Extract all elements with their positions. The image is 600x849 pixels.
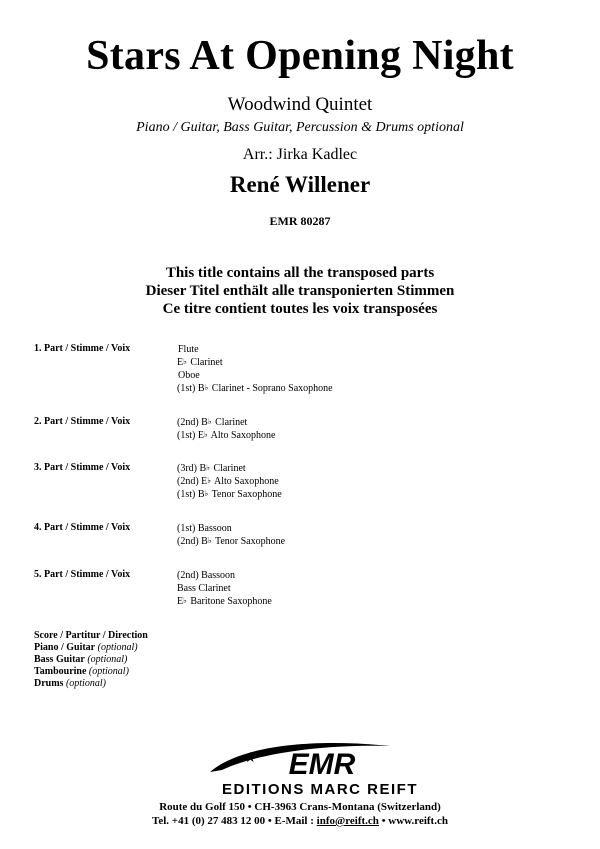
transposition-notice <box>0 264 600 318</box>
instrument-line <box>177 356 333 369</box>
notice-english: This title contains all the transposed parts <box>165 265 435 281</box>
flat-sign: ♭ <box>204 489 209 498</box>
extra-part-label: Drums <box>34 678 64 689</box>
logo-letters: EMR <box>288 748 356 781</box>
part-instruments <box>177 569 272 608</box>
flat-sign: ♭ <box>207 417 212 426</box>
instrument-name: Tenor Saxophone <box>212 536 286 547</box>
part-instruments <box>177 522 285 548</box>
instrument-line <box>177 343 333 356</box>
extra-part-line <box>34 630 148 642</box>
flat-sign: ♭ <box>183 357 187 366</box>
optional-note: (optional) <box>97 642 138 653</box>
instrument-line <box>177 569 272 582</box>
instrument-name: Clarinet <box>210 463 246 474</box>
extra-part-line <box>34 642 148 654</box>
notice-french: Ce titre contient toutes les voix transposées <box>162 301 438 317</box>
instrument-line <box>177 522 285 535</box>
extras-list <box>34 630 148 690</box>
instrument-line <box>177 416 275 429</box>
instrument-prefix: (1st) B <box>177 489 205 500</box>
logo-star-mark: ★ <box>244 750 257 766</box>
instrument-name: Clarinet <box>187 357 223 368</box>
part-label: 5. Part / Stimme / Voix <box>34 569 131 580</box>
optional-note: (optional) <box>88 666 129 677</box>
extra-part-label: Bass Guitar <box>34 654 85 665</box>
part-instruments <box>177 343 333 395</box>
instrument-name: Flute <box>178 344 199 355</box>
extra-part-label: Tambourine <box>34 666 87 677</box>
publisher-contact <box>0 815 600 827</box>
instrument-prefix: (1st) B <box>177 383 205 394</box>
part-instruments <box>177 462 282 501</box>
instrument-prefix: (1st) E <box>177 430 204 441</box>
part-label: 4. Part / Stimme / Voix <box>34 522 131 533</box>
instrument-prefix: (1st) Bassoon <box>177 523 232 534</box>
flat-sign: ♭ <box>183 596 187 605</box>
flat-sign: ♭ <box>206 463 210 472</box>
instrument-prefix: (2nd) Bassoon <box>177 570 236 581</box>
catalog-number: EMR 80287 <box>269 214 331 228</box>
instrument-prefix: E <box>177 357 184 368</box>
instrument-name: Alto Saxophone <box>208 430 276 441</box>
instrument-prefix: (2nd) B <box>177 536 208 547</box>
instrument-name: Baritone Saxophone <box>187 596 272 607</box>
email-link[interactable]: info@reift.ch <box>316 815 379 827</box>
instrument-prefix: (3rd) B <box>177 463 207 474</box>
optional-instrumentation: Piano / Guitar, Bass Guitar, Percussion & Drums optional <box>136 120 464 135</box>
composer: René Willener <box>229 172 371 197</box>
emr-logo <box>200 736 440 798</box>
instrument-line <box>177 462 282 475</box>
extra-part-line <box>34 654 148 666</box>
publisher-address: Route du Golf 150 • CH-3963 Crans-Montana (Switzerland) <box>159 801 441 813</box>
instrument-line <box>177 595 272 608</box>
part-label: 2. Part / Stimme / Voix <box>34 416 131 427</box>
flat-sign: ♭ <box>207 476 212 485</box>
flat-sign: ♭ <box>204 383 209 392</box>
part-label: 3. Part / Stimme / Voix <box>34 462 131 473</box>
flat-sign: ♭ <box>207 536 212 545</box>
arranger: Arr.: Jirka Kadlec <box>242 146 358 163</box>
instrument-prefix: (2nd) B <box>177 417 208 428</box>
score-title: Stars At Opening Night <box>86 33 514 79</box>
extra-part-label: Piano / Guitar <box>34 642 96 653</box>
instrument-name: Tenor Saxophone <box>209 489 282 500</box>
extra-part-label: Score / Partitur / Direction <box>34 630 148 641</box>
instrument-prefix: E <box>177 596 184 607</box>
instrument-name: Clarinet - Soprano Saxophone <box>209 383 333 394</box>
extra-part-line <box>34 666 148 678</box>
contact-phone: Tel. +41 (0) 27 483 12 00 • E-Mail : <box>152 815 317 827</box>
instrument-line <box>177 382 333 395</box>
instrument-line <box>177 369 333 382</box>
instrument-line <box>177 488 282 501</box>
contact-website: • www.reift.ch <box>378 815 448 827</box>
ensemble-subtitle: Woodwind Quintet <box>227 94 373 115</box>
flat-sign: ♭ <box>203 430 208 439</box>
instrument-line <box>177 475 282 488</box>
instrument-name: Alto Saxophone <box>212 476 279 487</box>
extra-part-line <box>34 678 148 690</box>
logo-publisher-name: EDITIONS MARC REIFT <box>222 781 418 798</box>
part-instruments <box>177 416 275 442</box>
instrument-line <box>177 582 272 595</box>
instrument-prefix: (2nd) E <box>177 476 208 487</box>
notice-german: Dieser Titel enthält alle transponierten Stimmen <box>145 283 455 299</box>
instrument-name: Oboe <box>178 370 200 381</box>
instrument-line <box>177 535 285 548</box>
part-label: 1. Part / Stimme / Voix <box>34 343 131 354</box>
optional-note: (optional) <box>65 678 106 689</box>
instrument-name: Clarinet <box>212 417 248 428</box>
instrument-line <box>177 429 275 442</box>
instrument-prefix: Bass Clarinet <box>177 583 231 594</box>
optional-note: (optional) <box>87 654 128 665</box>
